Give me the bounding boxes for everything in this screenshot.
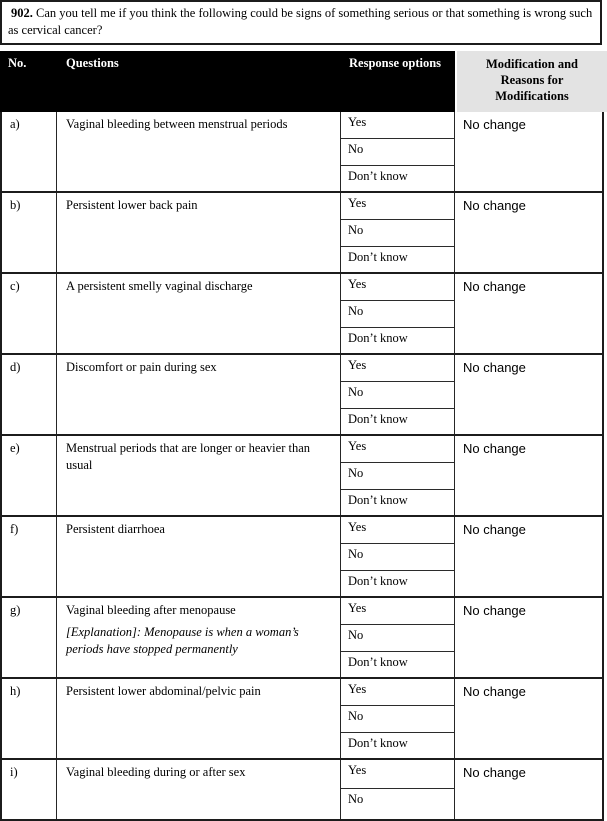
row-number-cell: f) (2, 517, 57, 596)
question-cell (57, 274, 341, 353)
question-cell (57, 517, 341, 596)
question-cell (57, 760, 341, 819)
question-text: Vaginal bleeding after menopause (66, 603, 236, 617)
question-text: Vaginal bleeding during or after sex (66, 765, 246, 779)
intro-question-number: 902. (11, 6, 33, 20)
response-options-cell (341, 193, 455, 272)
response-options-cell (341, 355, 455, 434)
response-option-no: No (341, 544, 454, 571)
response-options-cell (341, 274, 455, 353)
question-text: Persistent lower back pain (66, 198, 198, 212)
response-option-no: No (341, 706, 454, 733)
question-text: Discomfort or pain during sex (66, 360, 217, 374)
response-option-dont-know: Don’t know (348, 412, 408, 426)
response-option-no: No (341, 301, 454, 328)
row-number-cell: h) (2, 679, 57, 758)
table-row-d (0, 355, 604, 436)
question-text: Vaginal bleeding between menstrual periods (66, 117, 288, 131)
question-cell (57, 193, 341, 272)
question-text: Persistent lower abdominal/pelvic pain (66, 684, 261, 698)
response-option-yes: Yes (341, 274, 454, 301)
question-cell (57, 112, 341, 191)
question-intro (0, 0, 602, 45)
response-option-no: No (341, 139, 454, 166)
table-row-a (0, 112, 604, 193)
column-header-modification: Modification and Reasons for Modifications (457, 51, 607, 112)
question-text: A persistent smelly vaginal discharge (66, 279, 253, 293)
table-row-e (0, 436, 604, 517)
response-options-cell (341, 436, 455, 515)
response-option-no: No (341, 220, 454, 247)
explanation-text: [Explanation]: Menopause is when a woman’s periods have stopped permanently (66, 625, 299, 656)
question-cell (57, 598, 341, 677)
response-option-dont-know: Don’t know (348, 169, 408, 183)
response-options-cell (341, 760, 455, 819)
question-text: Menstrual periods that are longer or heavier than usual (66, 441, 311, 472)
response-option-dont-know: Don’t know (348, 736, 408, 750)
modification-cell: No change (463, 522, 526, 537)
response-option-no: No (348, 792, 364, 806)
response-options-cell (341, 679, 455, 758)
modification-cell: No change (463, 684, 526, 699)
response-option-yes: Yes (341, 193, 454, 220)
intro-question-text: Can you tell me if you think the following could be signs of something serious or that something is wrong such as cervical cancer? (8, 6, 593, 37)
response-option-no: No (341, 463, 454, 490)
column-header-questions: Questions (57, 51, 341, 112)
question-cell (57, 355, 341, 434)
response-option-yes: Yes (341, 436, 454, 463)
question-cell (57, 436, 341, 515)
row-number-cell: i) (2, 760, 57, 819)
question-text: Persistent diarrhoea (66, 522, 165, 536)
response-option-yes: Yes (341, 598, 454, 625)
response-option-yes: Yes (341, 760, 454, 789)
modification-cell: No change (463, 198, 526, 213)
column-header-response-options: Response options (341, 51, 455, 112)
response-option-dont-know: Don’t know (348, 493, 408, 507)
table-header-row (0, 51, 607, 112)
row-number-cell: g) (2, 598, 57, 677)
table-row-c (0, 274, 604, 355)
modification-cell: No change (463, 765, 526, 780)
row-number-cell: a) (2, 112, 57, 191)
response-options-cell (341, 112, 455, 191)
response-option-dont-know: Don’t know (348, 250, 408, 264)
response-option-no: No (341, 382, 454, 409)
modification-cell: No change (463, 603, 526, 618)
response-option-yes: Yes (341, 355, 454, 382)
response-option-dont-know: Don’t know (348, 331, 408, 345)
response-option-dont-know: Don’t know (348, 655, 408, 669)
response-option-dont-know: Don’t know (348, 574, 408, 588)
response-options-cell (341, 517, 455, 596)
row-number-cell: c) (2, 274, 57, 353)
modification-cell: No change (463, 441, 526, 456)
row-number-cell: e) (2, 436, 57, 515)
table-row-g (0, 598, 604, 679)
table-row-i (0, 760, 604, 821)
response-option-yes: Yes (341, 112, 454, 139)
response-option-no: No (341, 625, 454, 652)
question-cell (57, 679, 341, 758)
response-option-yes: Yes (341, 517, 454, 544)
table-row-f (0, 517, 604, 598)
row-number-cell: d) (2, 355, 57, 434)
response-option-yes: Yes (341, 679, 454, 706)
modification-cell: No change (463, 279, 526, 294)
table-row-h (0, 679, 604, 760)
modification-cell: No change (463, 117, 526, 132)
row-number-cell: b) (2, 193, 57, 272)
response-options-cell (341, 598, 455, 677)
modification-cell: No change (463, 360, 526, 375)
table-row-b (0, 193, 604, 274)
modifications-table (0, 51, 607, 821)
column-header-no: No. (0, 51, 57, 112)
